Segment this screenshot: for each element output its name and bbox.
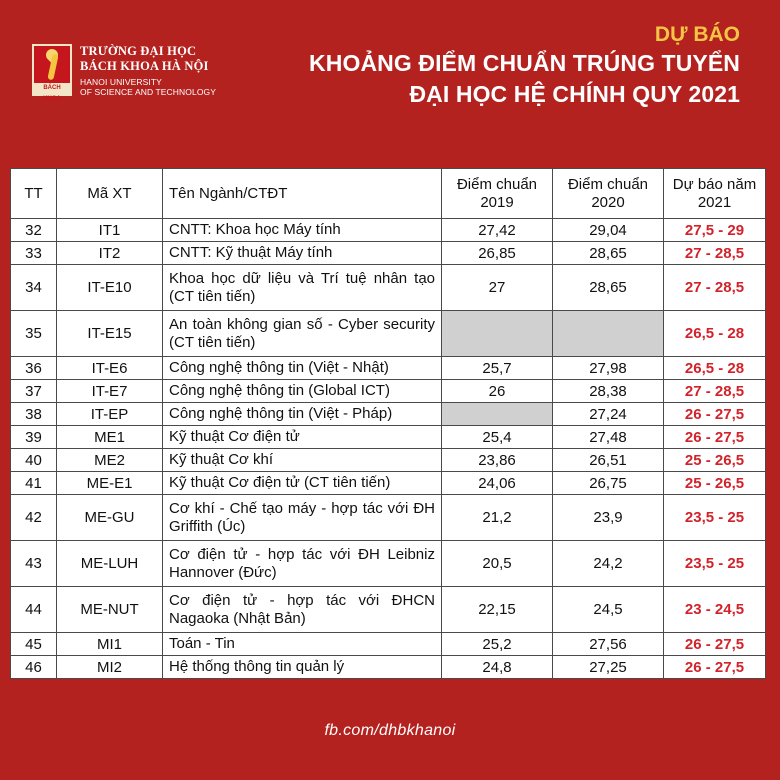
forecast-2021-cell: 26 - 27,5 [664, 656, 766, 679]
program-name-cell: Kỹ thuật Cơ điện tử [163, 426, 442, 449]
university-emblem-icon [32, 44, 72, 102]
row-number-cell: 42 [11, 495, 57, 541]
score-2019-cell: 26,85 [442, 242, 553, 265]
program-name-cell: Công nghệ thông tin (Việt - Nhật) [163, 357, 442, 380]
score-2019-cell: 24,8 [442, 656, 553, 679]
score-2020-cell: 27,98 [553, 357, 664, 380]
program-code-cell: IT2 [57, 242, 163, 265]
column-header-forecast: Dự báo năm 2021 [664, 169, 766, 219]
program-code-cell: IT-E10 [57, 265, 163, 311]
score-2020-cell: 27,24 [553, 403, 664, 426]
forecast-2021-cell: 27,5 - 29 [664, 219, 766, 242]
row-number-cell: 46 [11, 656, 57, 679]
program-code-cell: ME-LUH [57, 541, 163, 587]
forecast-2021-cell: 26 - 27,5 [664, 633, 766, 656]
page-title-line2: ĐẠI HỌC HỆ CHÍNH QUY 2021 [409, 81, 740, 107]
score-2019-cell: 27 [442, 265, 553, 311]
program-name-cell: Công nghệ thông tin (Global ICT) [163, 380, 442, 403]
score-2020-cell [553, 311, 664, 357]
score-2020-cell: 27,25 [553, 656, 664, 679]
program-name-cell: Cơ điện tử - hợp tác với ĐHCN Nagaoka (Nhật Bản) [163, 587, 442, 633]
program-name-cell: Cơ điện tử - hợp tác với ĐH Leibniz Hannover (Đức) [163, 541, 442, 587]
facebook-link[interactable]: fb.com/dhbkhanoi [324, 722, 456, 739]
forecast-2021-cell: 26,5 - 28 [664, 357, 766, 380]
university-logo [32, 44, 217, 102]
score-2020-cell: 27,48 [553, 426, 664, 449]
table-row [11, 311, 766, 357]
program-code-cell: IT1 [57, 219, 163, 242]
logo-name-en-line2: OF SCIENCE AND TECHNOLOGY [80, 87, 217, 97]
table-row [11, 242, 766, 265]
table-row [11, 426, 766, 449]
row-number-cell: 43 [11, 541, 57, 587]
score-2020-cell: 29,04 [553, 219, 664, 242]
score-2020-cell: 28,65 [553, 265, 664, 311]
program-name-cell: Cơ khí - Chế tạo máy - hợp tác với ĐH Griffith (Úc) [163, 495, 442, 541]
logo-name-en-line1: HANOI UNIVERSITY [80, 77, 162, 87]
forecast-2021-cell: 26 - 27,5 [664, 426, 766, 449]
program-name-cell: Hệ thống thông tin quản lý [163, 656, 442, 679]
row-number-cell: 37 [11, 380, 57, 403]
row-number-cell: 35 [11, 311, 57, 357]
program-code-cell: ME-NUT [57, 587, 163, 633]
forecast-2021-cell: 27 - 28,5 [664, 265, 766, 311]
forecast-2021-cell: 23,5 - 25 [664, 541, 766, 587]
score-table [10, 168, 765, 679]
column-header-name: Tên Ngành/CTĐT [163, 169, 442, 219]
program-name-cell: Kỹ thuật Cơ khí [163, 449, 442, 472]
score-2020-cell: 26,51 [553, 449, 664, 472]
row-number-cell: 39 [11, 426, 57, 449]
program-code-cell: IT-E6 [57, 357, 163, 380]
row-number-cell: 32 [11, 219, 57, 242]
table-header-row [11, 169, 766, 219]
table-row [11, 449, 766, 472]
score-2019-cell [442, 311, 553, 357]
score-2019-cell: 25,7 [442, 357, 553, 380]
program-code-cell: ME-E1 [57, 472, 163, 495]
score-2020-cell: 28,38 [553, 380, 664, 403]
forecast-2021-cell: 25 - 26,5 [664, 472, 766, 495]
table-row [11, 633, 766, 656]
score-2019-cell: 25,2 [442, 633, 553, 656]
row-number-cell: 41 [11, 472, 57, 495]
program-name-cell: CNTT: Kỹ thuật Máy tính [163, 242, 442, 265]
logo-name-vi-line1: TRƯỜNG ĐẠI HỌC [80, 44, 197, 58]
score-2020-cell: 24,5 [553, 587, 664, 633]
forecast-2021-cell: 23,5 - 25 [664, 495, 766, 541]
table-row [11, 656, 766, 679]
column-header-2019: Điểm chuẩn 2019 [442, 169, 553, 219]
table-row [11, 265, 766, 311]
forecast-2021-cell: 27 - 28,5 [664, 242, 766, 265]
table-row [11, 357, 766, 380]
column-header-2020: Điểm chuẩn 2020 [553, 169, 664, 219]
table-row [11, 219, 766, 242]
score-2019-cell: 26 [442, 380, 553, 403]
score-2020-cell: 23,9 [553, 495, 664, 541]
logo-name-vi-line2: BÁCH KHOA HÀ NỘI [80, 59, 209, 73]
page-title-block [309, 22, 740, 110]
column-header-tt: TT [11, 169, 57, 219]
score-2019-cell: 23,86 [442, 449, 553, 472]
score-2019-cell: 24,06 [442, 472, 553, 495]
row-number-cell: 45 [11, 633, 57, 656]
program-name-cell: Kỹ thuật Cơ điện tử (CT tiên tiến) [163, 472, 442, 495]
forecast-2021-cell: 26,5 - 28 [664, 311, 766, 357]
row-number-cell: 36 [11, 357, 57, 380]
program-code-cell: ME1 [57, 426, 163, 449]
program-name-cell: Khoa học dữ liệu và Trí tuệ nhân tạo (CT tiên tiến) [163, 265, 442, 311]
program-name-cell: Công nghệ thông tin (Việt - Pháp) [163, 403, 442, 426]
column-header-code: Mã XT [57, 169, 163, 219]
forecast-2021-cell: 23 - 24,5 [664, 587, 766, 633]
table-row [11, 403, 766, 426]
program-code-cell: MI2 [57, 656, 163, 679]
program-code-cell: IT-E15 [57, 311, 163, 357]
program-code-cell: IT-EP [57, 403, 163, 426]
forecast-2021-cell: 27 - 28,5 [664, 380, 766, 403]
table-row [11, 495, 766, 541]
row-number-cell: 38 [11, 403, 57, 426]
program-code-cell: MI1 [57, 633, 163, 656]
score-2020-cell: 27,56 [553, 633, 664, 656]
page-title-line1: KHOẢNG ĐIỂM CHUẨN TRÚNG TUYỂN [309, 50, 740, 76]
score-2019-cell [442, 403, 553, 426]
program-code-cell: ME2 [57, 449, 163, 472]
program-name-cell: CNTT: Khoa học Máy tính [163, 219, 442, 242]
row-number-cell: 44 [11, 587, 57, 633]
score-2019-cell: 27,42 [442, 219, 553, 242]
program-code-cell: ME-GU [57, 495, 163, 541]
table-row [11, 541, 766, 587]
emblem-badge-text: BÁCH KHOA [34, 83, 70, 94]
program-name-cell: An toàn không gian số - Cyber security (CT tiên tiến) [163, 311, 442, 357]
row-number-cell: 34 [11, 265, 57, 311]
score-2019-cell: 22,15 [442, 587, 553, 633]
score-2019-cell: 21,2 [442, 495, 553, 541]
score-2019-cell: 25,4 [442, 426, 553, 449]
table-row [11, 587, 766, 633]
row-number-cell: 33 [11, 242, 57, 265]
forecast-2021-cell: 25 - 26,5 [664, 449, 766, 472]
table-row [11, 472, 766, 495]
score-2020-cell: 26,75 [553, 472, 664, 495]
forecast-2021-cell: 26 - 27,5 [664, 403, 766, 426]
program-name-cell: Toán - Tin [163, 633, 442, 656]
score-2020-cell: 28,65 [553, 242, 664, 265]
score-2020-cell: 24,2 [553, 541, 664, 587]
row-number-cell: 40 [11, 449, 57, 472]
score-2019-cell: 20,5 [442, 541, 553, 587]
table-row [11, 380, 766, 403]
program-code-cell: IT-E7 [57, 380, 163, 403]
forecast-label: DỰ BÁO [654, 23, 740, 46]
